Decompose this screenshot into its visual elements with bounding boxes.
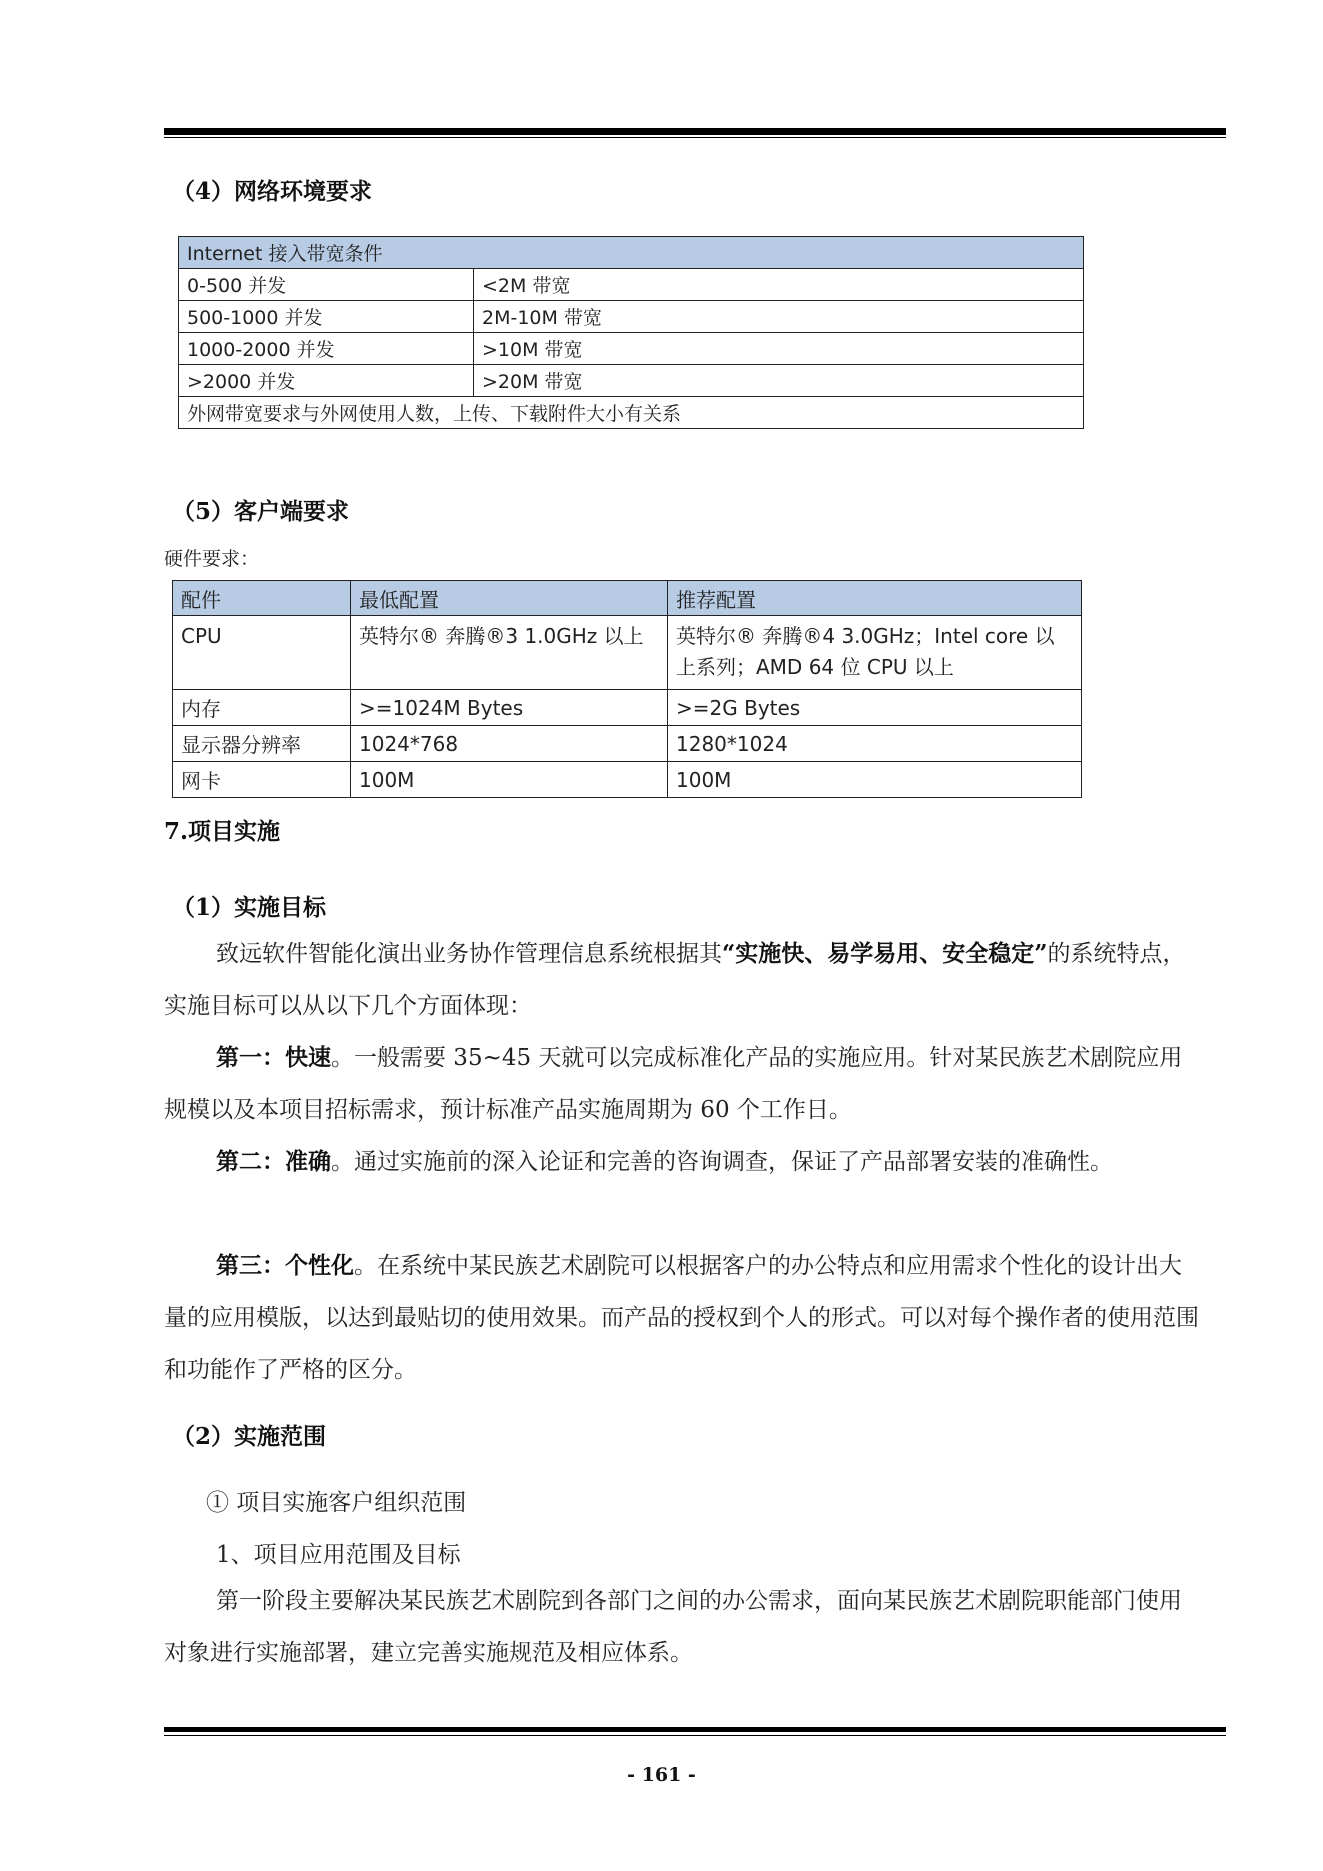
table-cell: >20M 带宽 [474, 365, 1084, 397]
footer-rule [164, 1727, 1226, 1732]
table-cell: <2M 带宽 [474, 269, 1084, 301]
section-7-heading: 7.项目实施 [164, 818, 281, 845]
table-footnote-cell: 外网带宽要求与外网使用人数，上传、下载附件大小有关系 [179, 397, 1084, 429]
table-cell: 1024*768 [351, 726, 668, 762]
table-row [179, 365, 1084, 397]
table-row [173, 616, 1082, 690]
table-header-row [173, 581, 1082, 616]
label-third: 第三：个性化 [216, 1252, 354, 1279]
table-cell: 网卡 [173, 762, 351, 798]
table-row [179, 333, 1084, 365]
table-cell: 英特尔® 奔腾®3 1.0GHz 以上 [351, 616, 668, 690]
table-row [179, 269, 1084, 301]
table-row [173, 762, 1082, 798]
page-number: - 161 - [627, 1764, 696, 1786]
table-header-cell: 配件 [173, 581, 351, 616]
network-bandwidth-table [178, 236, 1084, 429]
table-cell: >2000 并发 [179, 365, 474, 397]
paragraph-intro: 致远软件智能化演出业务协作管理信息系统根据其“实施快、易学易用、安全稳定”的系统特点，实施目标可以从以下几个方面体现： [164, 940, 1186, 1019]
paragraph-third: 第三：个性化。在系统中某民族艺术剧院可以根据客户的办公特点和应用需求个性化的设计出大量的应用模版，以达到最贴切的使用效果。而产品的授权到个人的形式。可以对每个操作者的使用范围和功能作了严格的区分。 [164, 1252, 1199, 1383]
table-cell: >10M 带宽 [474, 333, 1084, 365]
sub-heading-goals: （1）实施目标 [172, 894, 327, 921]
paragraph-first: 第一：快速。一般需要 35~45 天就可以完成标准化产品的实施应用。针对某民族艺术剧院应用规模以及本项目招标需求，预计标准产品实施周期为 60 个工作日。 [164, 1044, 1183, 1123]
table-cell: 2M-10M 带宽 [474, 301, 1084, 333]
table-cell: 1280*1024 [668, 726, 1082, 762]
table-cell: 0-500 并发 [179, 269, 474, 301]
table-row [179, 301, 1084, 333]
table-cell: >=2G Bytes [668, 690, 1082, 726]
header-rule-thin [164, 137, 1226, 138]
label-second: 第二：准确 [216, 1148, 331, 1175]
network-heading: （4）网络环境要求 [172, 178, 373, 205]
table-cell: 显示器分辨率 [173, 726, 351, 762]
list-item-range: 1、项目应用范围及目标 [216, 1542, 461, 1568]
table-title-cell: Internet 接入带宽条件 [179, 237, 1084, 269]
sub-heading-scope: （2）实施范围 [172, 1423, 327, 1450]
table-cell: 内存 [173, 690, 351, 726]
table-cell: 100M [351, 762, 668, 798]
paragraph-second: 第二：准确。通过实施前的深入论证和完善的咨询调查，保证了产品部署安装的准确性。 [216, 1148, 1113, 1175]
table-cell: 500-1000 并发 [179, 301, 474, 333]
table-cell: >=1024M Bytes [351, 690, 668, 726]
table-cell: 1000-2000 并发 [179, 333, 474, 365]
table-cell: CPU [173, 616, 351, 690]
hardware-label: 硬件要求： [164, 548, 260, 570]
header-rule [164, 128, 1226, 135]
client-heading: （5）客户端要求 [172, 498, 350, 525]
paragraph-phase-one: 第一阶段主要解决某民族艺术剧院到各部门之间的办公需求，面向某民族艺术剧院职能部门使用对象进行实施部署，建立完善实施规范及相应体系。 [164, 1588, 1182, 1666]
emphasis-features: “实施快、易学易用、安全稳定” [722, 940, 1048, 967]
table-header-cell: 最低配置 [351, 581, 668, 616]
table-header-row [179, 237, 1084, 269]
list-item-scope: ① 项目实施客户组织范围 [206, 1490, 467, 1516]
table-row [179, 397, 1084, 429]
footer-rule-thin [164, 1735, 1226, 1736]
table-header-cell: 推荐配置 [668, 581, 1082, 616]
table-row [173, 726, 1082, 762]
hardware-requirements-table [172, 580, 1082, 798]
table-cell: 100M [668, 762, 1082, 798]
label-first: 第一：快速 [216, 1044, 331, 1071]
table-cell: 英特尔® 奔腾®4 3.0GHz；Intel core 以上系列；AMD 64 位 CPU 以上 [668, 616, 1082, 690]
table-row [173, 690, 1082, 726]
